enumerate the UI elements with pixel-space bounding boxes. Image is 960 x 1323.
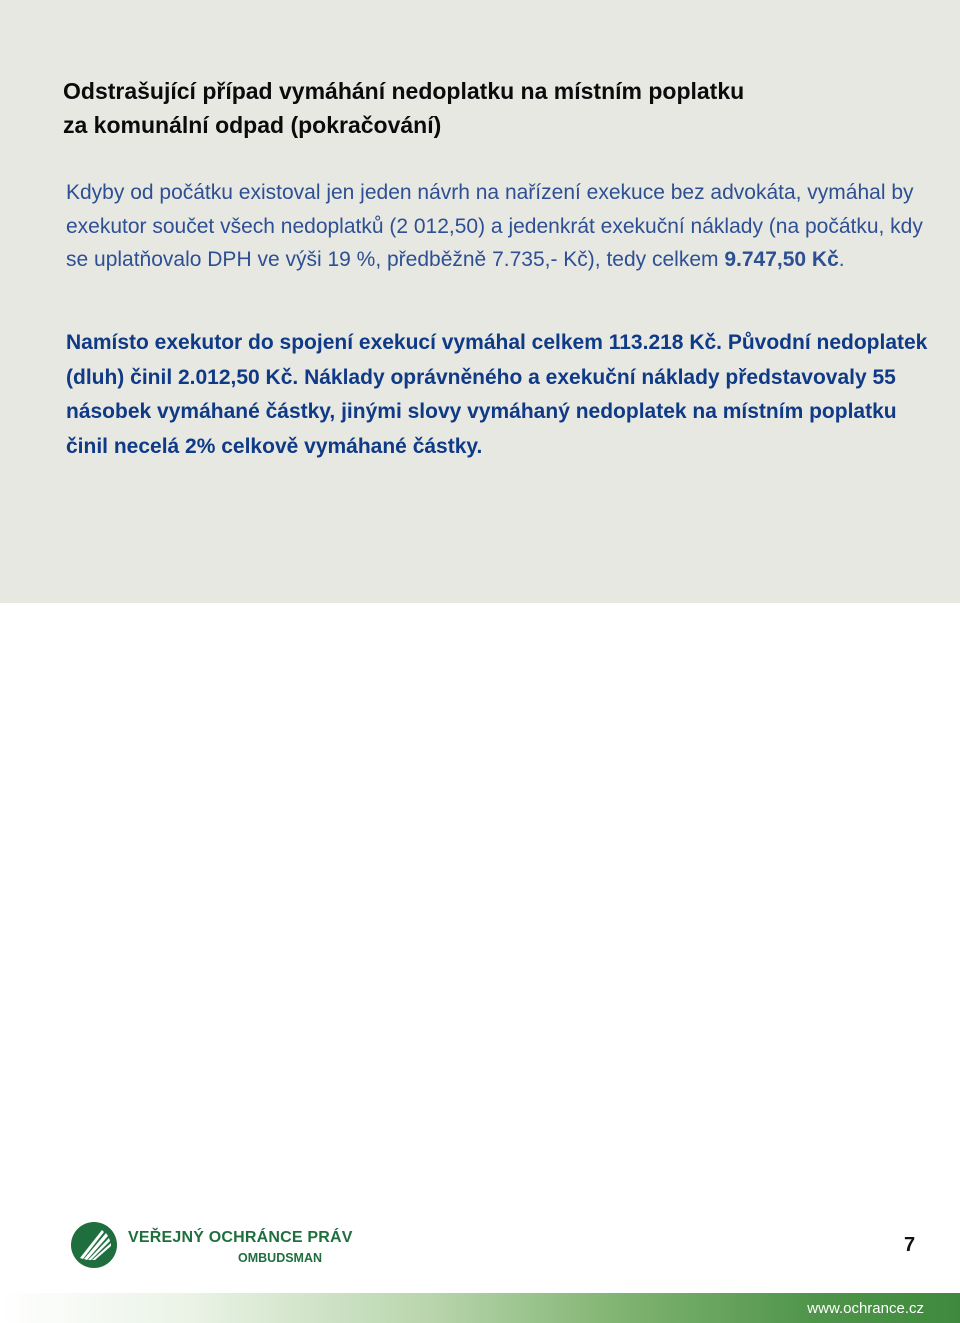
logo-title: VEŘEJNÝ OCHRÁNCE PRÁV [128, 1229, 353, 1246]
paragraph-alternative-text: Kdyby od počátku existoval jen jeden návrh na nařízení exekuce bez advokáta, vymáhal by exekutor součet všech nedoplatků (2 012,50) a jedenkrát exekuční náklady (na počátku, kdy se uplatňovalo DPH ve výši 19 %, předběžně 7.735,- Kč), tedy celkem [66, 181, 923, 271]
slide-title-line-2: za komunální odpad (pokračování) [63, 112, 442, 138]
slide-title [63, 74, 923, 142]
footer [0, 603, 960, 1317]
logo-subtitle: OMBUDSMAN [238, 1251, 323, 1265]
paragraph-actual-outcome: Namísto exekutor do spojení exekucí vymáhal celkem 113.218 Kč. Původní nedoplatek (dluh) činil 2.012,50 Kč. Náklady oprávněného a exekuční náklady představovaly 55 násobek vymáhané částky, jinými slovy vymáhaný nedoplatek na místním poplatku činil necelá 2% celkově vymáhané částky. [66, 331, 928, 458]
paragraph-alternative-scenario [66, 176, 926, 277]
ombudsman-logo-icon [68, 1220, 120, 1270]
paragraph-alternative-end: . [838, 248, 845, 271]
slide-title-line-1: Odstrašující případ vymáhání nedoplatku na místním poplatku [63, 78, 745, 104]
page-number: 7 [904, 1234, 916, 1256]
paragraph-alternative-total: 9.747,50 Kč [724, 248, 839, 271]
website-url[interactable]: www.ochrance.cz [807, 1300, 924, 1317]
slide-body [0, 0, 960, 603]
